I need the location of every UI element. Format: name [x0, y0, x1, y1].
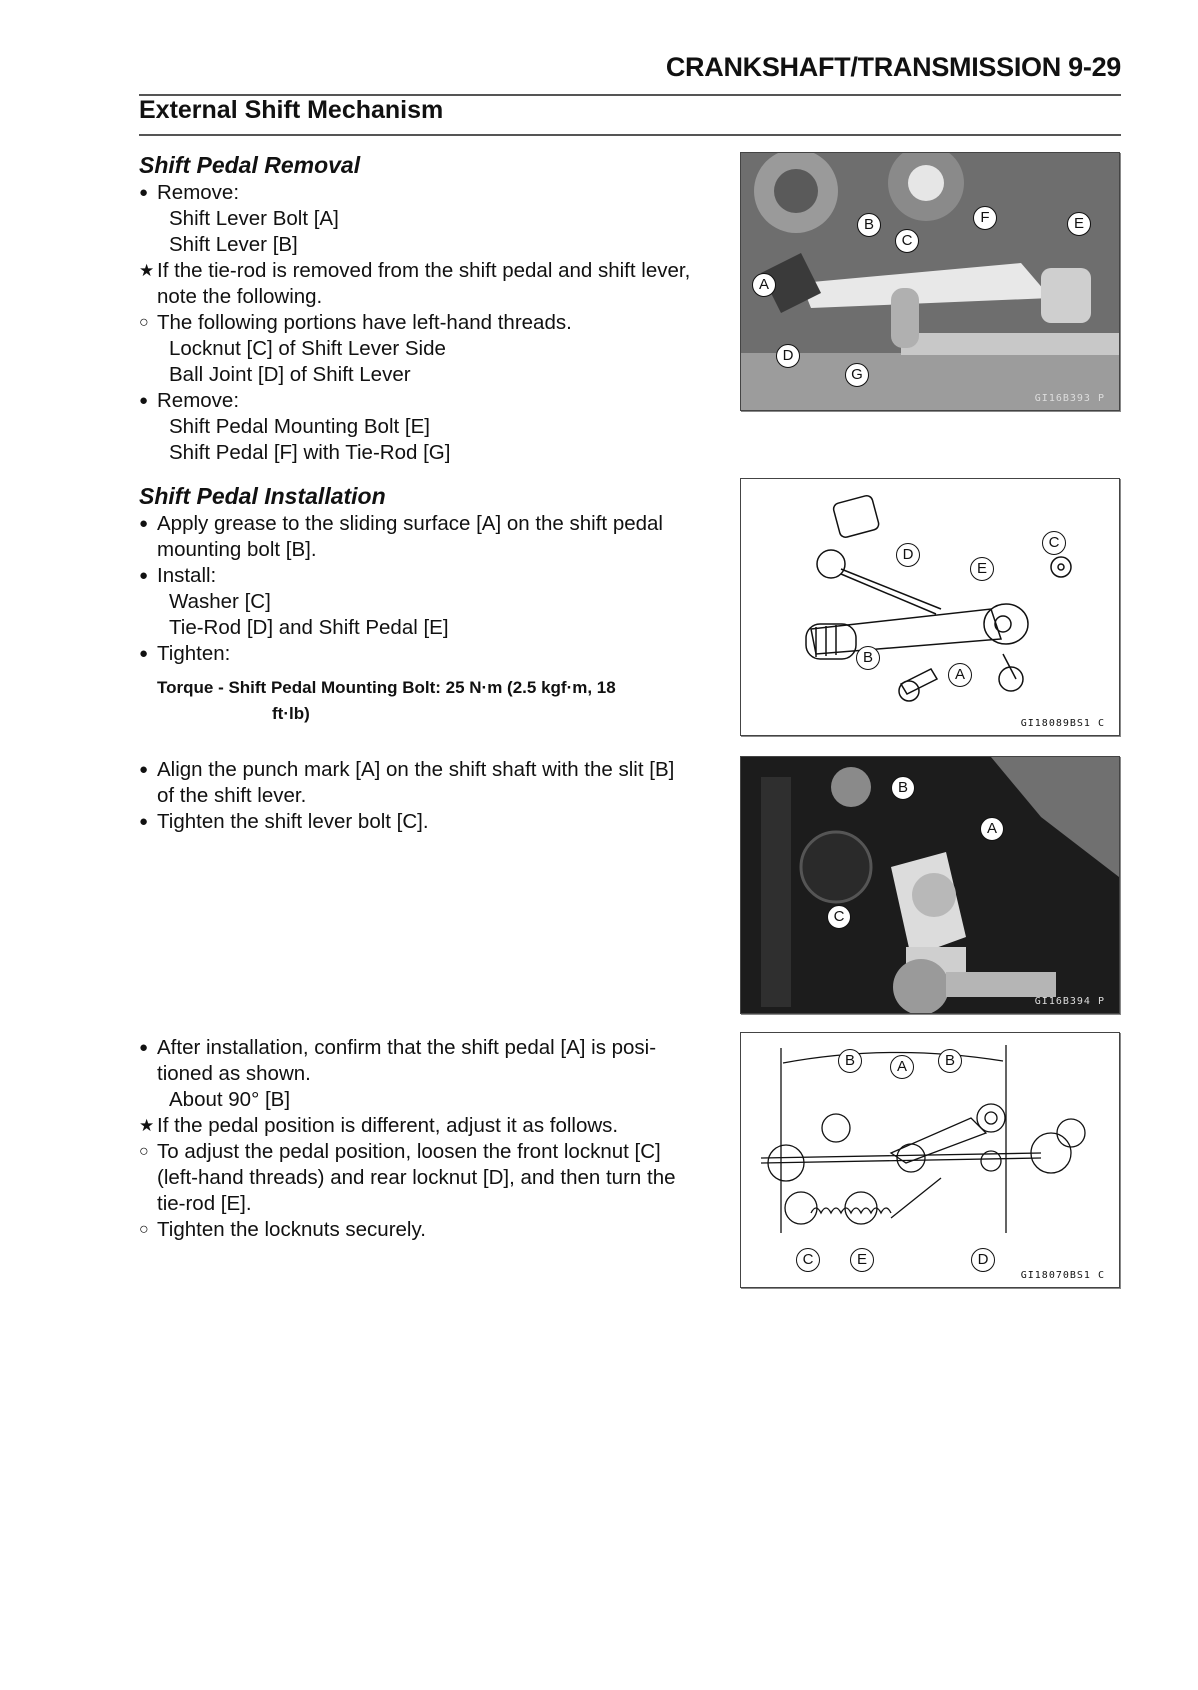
- callout-label: A: [890, 1055, 914, 1079]
- line-text: Align the punch mark [A] on the shift shaft with the slit [B]: [157, 758, 675, 781]
- text-line: [139, 232, 711, 258]
- bullet-icon: ●: [139, 761, 149, 778]
- text-line: [139, 1035, 711, 1061]
- torque-spec: [139, 675, 711, 727]
- line-text: Tighten:: [157, 642, 231, 665]
- line-text: mounting bolt [B].: [157, 538, 317, 561]
- callout-label: B: [838, 1049, 862, 1073]
- text-line: [139, 563, 711, 589]
- star-icon: ★: [139, 261, 155, 280]
- callout-label: B: [938, 1049, 962, 1073]
- line-text: Shift Lever Bolt [A]: [169, 207, 339, 230]
- text-line: [139, 615, 711, 641]
- text-line: [139, 258, 711, 284]
- text-line: [139, 1191, 711, 1217]
- callout-label: C: [895, 229, 919, 253]
- section-rule: [139, 134, 1121, 136]
- installation-lines: [139, 511, 711, 667]
- circle-icon: ○: [139, 314, 149, 331]
- callout-label: B: [891, 776, 915, 800]
- line-text: (left-hand threads) and rear locknut [D], and then turn the: [157, 1166, 676, 1189]
- callout-label: C: [827, 905, 851, 929]
- callout-label: B: [856, 646, 880, 670]
- text-line: [139, 284, 711, 310]
- figure-punch-mark-photo: [740, 756, 1120, 1014]
- bullet-icon: ●: [139, 515, 149, 532]
- figure-code: GI18089BS1 C: [1020, 718, 1105, 729]
- torque-line-1: Torque - Shift Pedal Mounting Bolt: 25 N·m (2.5 kgf·m, 18: [157, 678, 616, 697]
- align-lines: [139, 757, 711, 835]
- callout-label: G: [845, 363, 869, 387]
- line-text: Locknut [C] of Shift Lever Side: [169, 337, 446, 360]
- figure-code: GI18070BS1 C: [1020, 1270, 1105, 1281]
- line-text: tioned as shown.: [157, 1062, 311, 1085]
- text-line: [139, 206, 711, 232]
- text-line: [139, 757, 711, 783]
- text-line: [139, 1217, 711, 1243]
- installation-title: Shift Pedal Installation: [139, 483, 386, 509]
- star-icon: ★: [139, 1116, 155, 1135]
- text-line: [139, 336, 711, 362]
- line-text: The following portions have left-hand threads.: [157, 311, 572, 334]
- line-text: After installation, confirm that the shift pedal [A] is posi-: [157, 1036, 657, 1059]
- callout-label: D: [896, 543, 920, 567]
- line-text: tie-rod [E].: [157, 1192, 252, 1215]
- callout-label: B: [857, 213, 881, 237]
- bullet-icon: ●: [139, 813, 149, 830]
- bullet-icon: ●: [139, 1039, 149, 1056]
- callout-label: A: [752, 273, 776, 297]
- text-line: [139, 388, 711, 414]
- confirm-lines: [139, 1035, 711, 1243]
- text-line: [139, 414, 711, 440]
- callout-label: A: [948, 663, 972, 687]
- figure-shift-pedal-removal-photo: [740, 152, 1120, 411]
- line-text: note the following.: [157, 285, 323, 308]
- text-line: [139, 362, 711, 388]
- circle-icon: ○: [139, 1221, 149, 1238]
- text-line: [139, 809, 711, 835]
- callout-label: E: [1067, 212, 1091, 236]
- callout-label: D: [776, 344, 800, 368]
- callout-label: C: [796, 1248, 820, 1272]
- figure-code: GI16B394 P: [1034, 996, 1105, 1007]
- line-text: Shift Lever [B]: [169, 233, 298, 256]
- figure-shift-pedal-installation-drawing: [740, 478, 1120, 736]
- line-text: Tie-Rod [D] and Shift Pedal [E]: [169, 616, 449, 639]
- text-line: [139, 310, 711, 336]
- line-text: To adjust the pedal position, loosen the front locknut [C]: [157, 1140, 661, 1163]
- bullet-icon: ●: [139, 645, 149, 662]
- line-text: Shift Pedal [F] with Tie-Rod [G]: [169, 441, 451, 464]
- callout-label: E: [970, 557, 994, 581]
- line-text: Install:: [157, 564, 217, 587]
- text-line: [139, 1087, 711, 1113]
- text-line: [139, 1113, 711, 1139]
- text-line: [139, 641, 711, 667]
- callout-label: F: [973, 206, 997, 230]
- torque-line-2: ft·lb): [272, 704, 310, 723]
- bullet-icon: ●: [139, 392, 149, 409]
- line-text: Tighten the locknuts securely.: [157, 1218, 426, 1241]
- removal-lines: [139, 180, 711, 466]
- text-line: [139, 1139, 711, 1165]
- text-line: [139, 537, 711, 563]
- line-text: Remove:: [157, 389, 240, 412]
- line-text: If the tie-rod is removed from the shift pedal and shift lever,: [157, 259, 691, 282]
- removal-title: Shift Pedal Removal: [139, 152, 361, 178]
- text-line: [139, 783, 711, 809]
- line-text: Shift Pedal Mounting Bolt [E]: [169, 415, 430, 438]
- line-text: Tighten the shift lever bolt [C].: [157, 810, 429, 833]
- bullet-icon: ●: [139, 184, 149, 201]
- line-text: About 90° [B]: [169, 1088, 291, 1111]
- text-line: [139, 511, 711, 537]
- line-text: Ball Joint [D] of Shift Lever: [169, 363, 411, 386]
- line-text: Washer [C]: [169, 590, 271, 613]
- running-header: CRANKSHAFT/TRANSMISSION 9-29: [665, 52, 1121, 82]
- callout-label: E: [850, 1248, 874, 1272]
- line-text: Remove:: [157, 181, 240, 204]
- text-line: [139, 180, 711, 206]
- removal-block: [139, 150, 711, 466]
- circle-icon: ○: [139, 1143, 149, 1160]
- line-text: Apply grease to the sliding surface [A] on the shift pedal: [157, 512, 663, 535]
- figure-code: GI16B393 P: [1034, 393, 1105, 404]
- installation-block: [139, 481, 711, 727]
- callout-label: C: [1042, 531, 1066, 555]
- text-line: [139, 1165, 711, 1191]
- text-line: [139, 1061, 711, 1087]
- line-text: If the pedal position is different, adjust it as follows.: [157, 1114, 619, 1137]
- callout-label: A: [980, 817, 1004, 841]
- text-line: [139, 589, 711, 615]
- callout-label: D: [971, 1248, 995, 1272]
- bullet-icon: ●: [139, 567, 149, 584]
- line-text: of the shift lever.: [157, 784, 307, 807]
- text-line: [139, 440, 711, 466]
- figure-pedal-position-drawing: [740, 1032, 1120, 1288]
- section-title: External Shift Mechanism: [139, 96, 444, 124]
